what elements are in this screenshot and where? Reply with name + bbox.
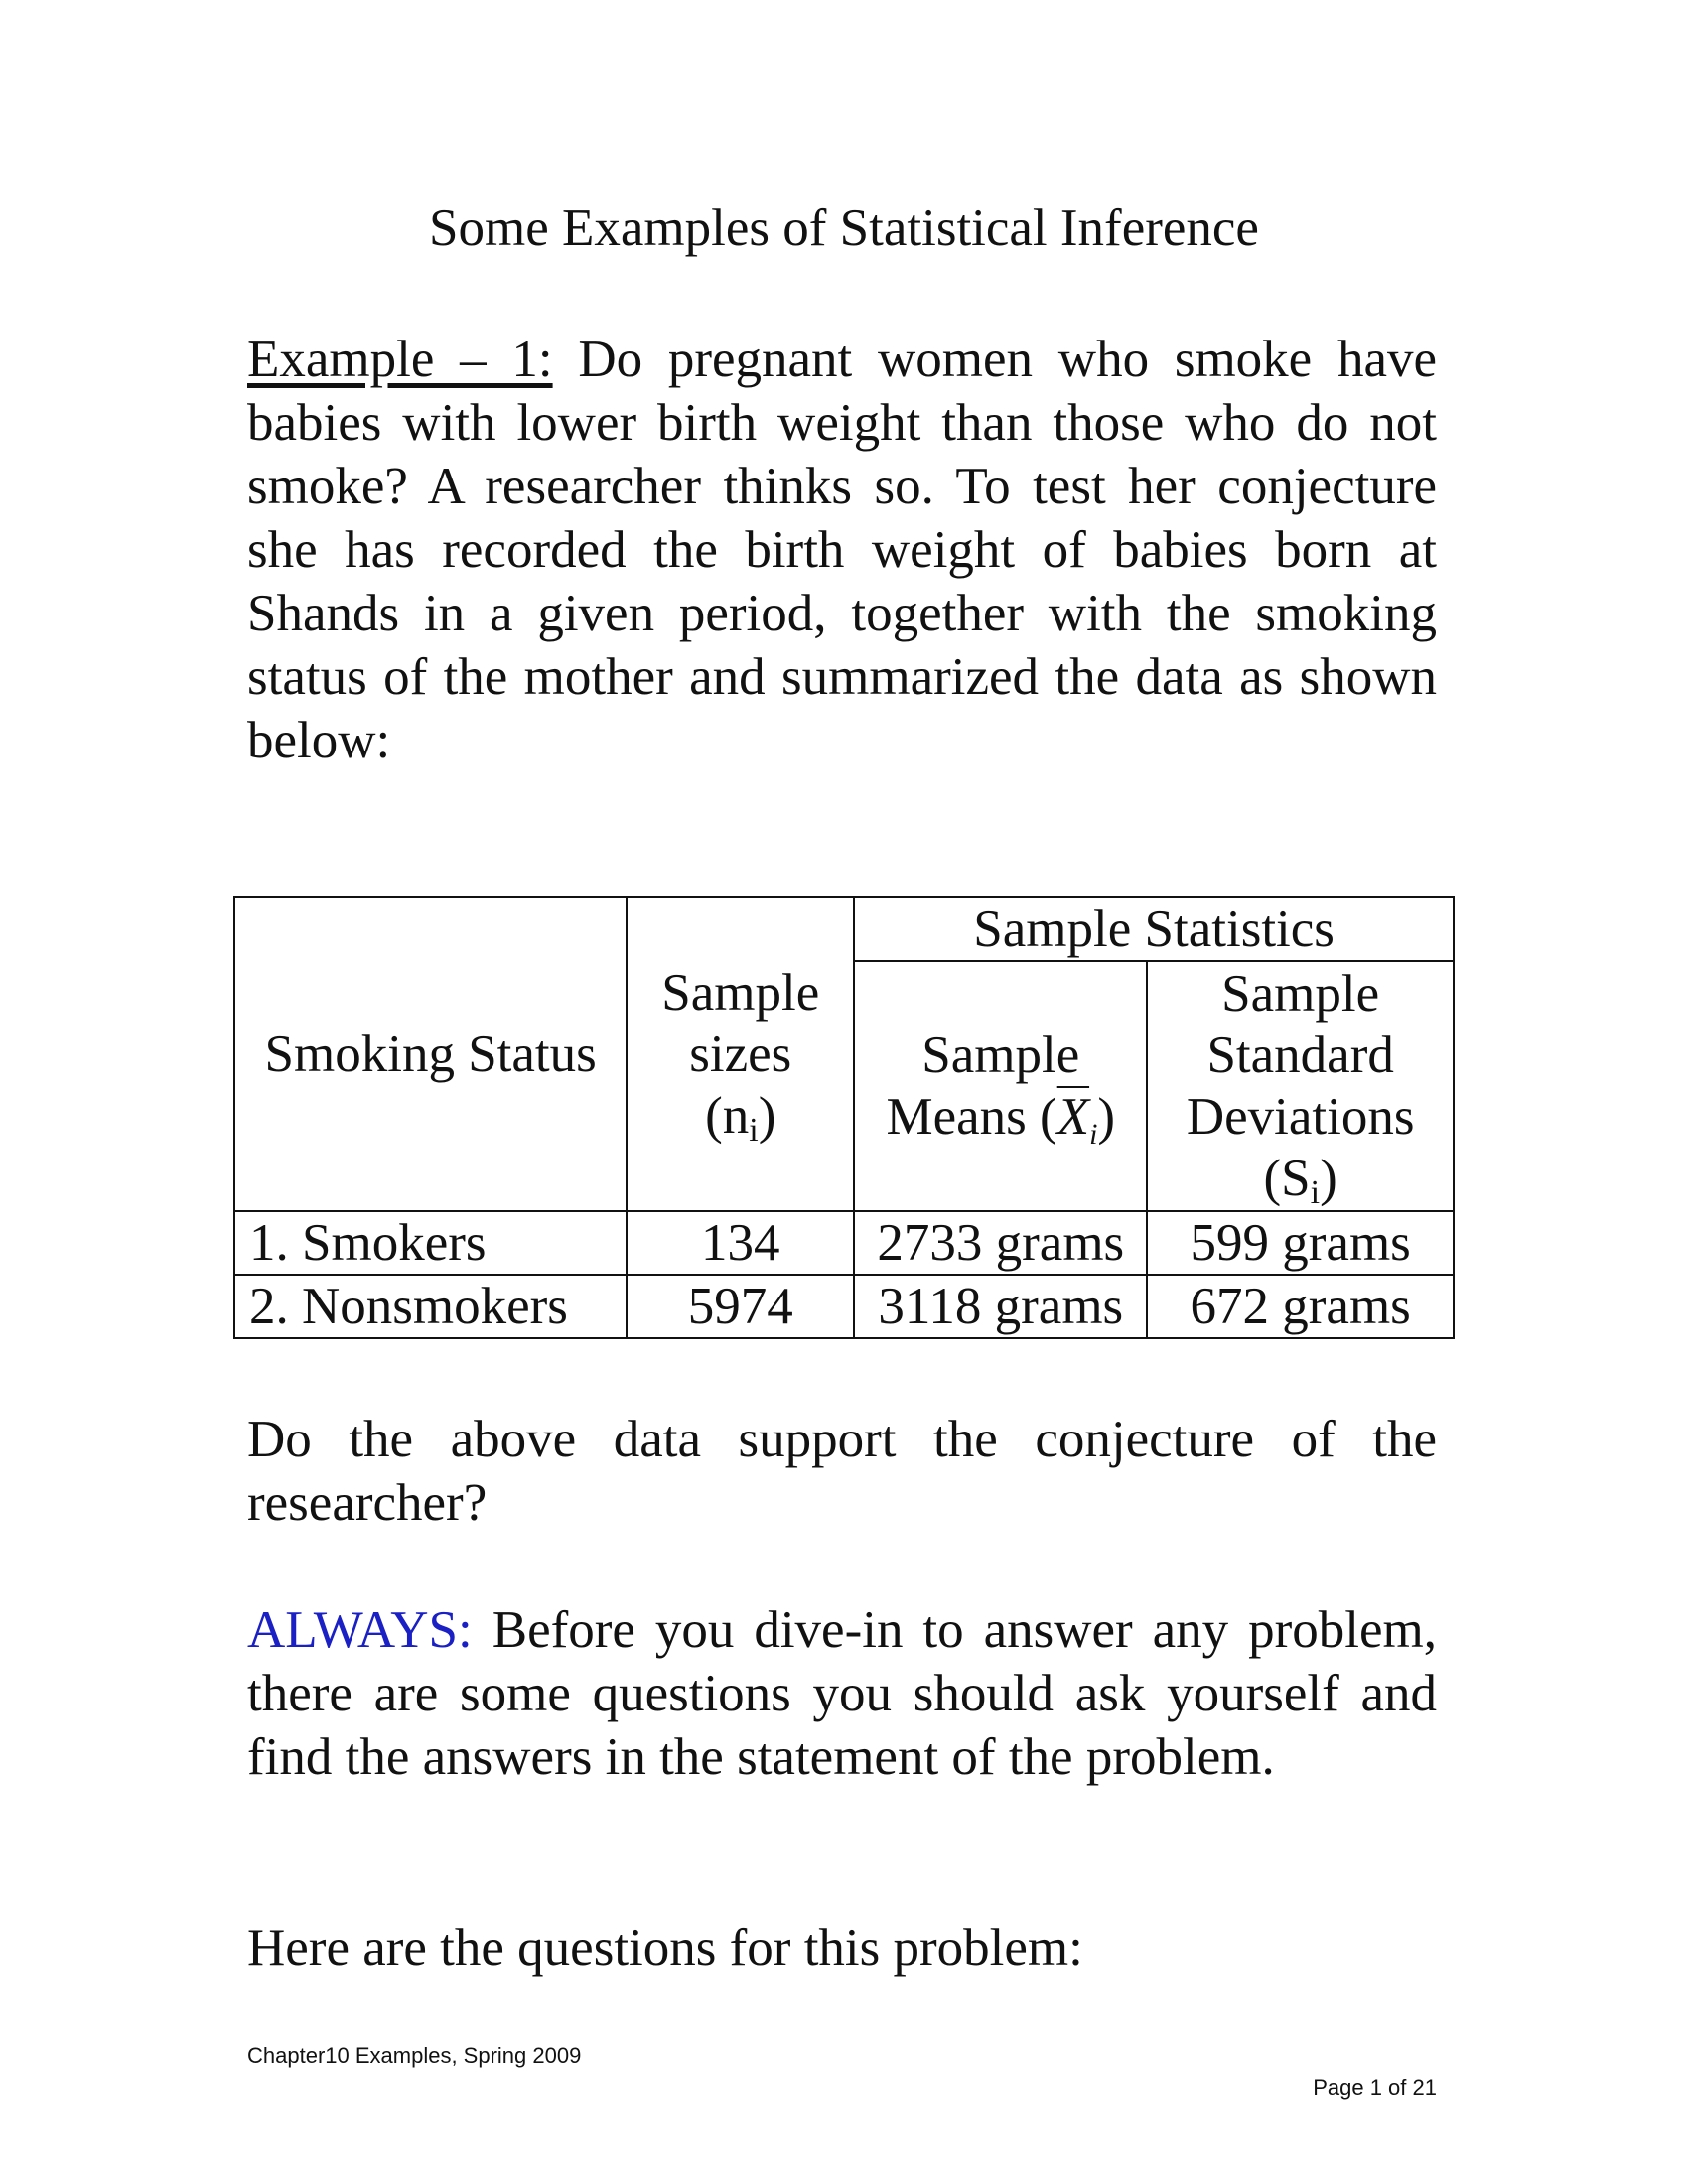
header-means-close: ) xyxy=(1097,1088,1116,1146)
row-size-cell: 5974 xyxy=(627,1275,854,1338)
header-sd-subscript: i xyxy=(1310,1174,1321,1211)
header-sizes-line1: Sample xyxy=(661,964,820,1022)
row-status-cell: 1. Smokers xyxy=(234,1211,627,1275)
sample-statistics-table xyxy=(233,896,1455,1339)
questions-intro: Here are the questions for this problem: xyxy=(247,1919,1083,1977)
row-sd-cell: 672 grams xyxy=(1147,1275,1454,1338)
row-sd-cell: 599 grams xyxy=(1147,1211,1454,1275)
footer-chapter: Chapter10 Examples, Spring 2009 xyxy=(247,2043,582,2068)
x-bar-subscript: i xyxy=(1089,1118,1098,1151)
header-sd-line3: Deviations xyxy=(1186,1088,1415,1146)
header-standard-deviations xyxy=(1147,961,1454,1211)
table-row xyxy=(234,1275,1454,1338)
header-sample-statistics: Sample Statistics xyxy=(854,897,1454,961)
x-bar-symbol: $\overline{X}$ xyxy=(1056,1088,1090,1146)
header-sizes-line2: sizes xyxy=(689,1025,792,1083)
row-size-cell: 134 xyxy=(627,1211,854,1275)
header-sd-open: (S xyxy=(1263,1150,1311,1207)
header-sizes-open: (n xyxy=(705,1087,750,1145)
example-label: Example – 1: xyxy=(247,331,553,388)
header-sd-line2: Standard xyxy=(1206,1026,1394,1084)
always-paragraph xyxy=(247,1598,1437,1789)
example-paragraph xyxy=(247,328,1437,772)
row-mean-cell: 2733 grams xyxy=(854,1211,1147,1275)
header-sample-means xyxy=(854,961,1147,1211)
footer-page-number: Page 1 of 21 xyxy=(1313,2075,1437,2100)
table-header-row xyxy=(234,897,1454,961)
question-paragraph: Do the above data support the conjecture of the researcher? xyxy=(247,1411,1437,1532)
header-sd-line1: Sample xyxy=(1221,965,1380,1023)
row-mean-cell: 3118 grams xyxy=(854,1275,1147,1338)
header-sizes-subscript: i xyxy=(749,1112,759,1149)
header-means-line1: Sample xyxy=(921,1026,1080,1084)
row-status-cell: 2. Nonsmokers xyxy=(234,1275,627,1338)
page-title: Some Examples of Statistical Inference xyxy=(429,200,1259,257)
header-sample-sizes xyxy=(627,897,854,1211)
example-text: Do pregnant women who smoke have babies with lower birth weight than those who do not smoke? A researcher thinks so. To test her conjecture she has recorded the birth weight of babies born at Shands in a given period, together with the smoking status of the mother and summarized the data as shown below: xyxy=(247,331,1437,769)
header-sd-close: ) xyxy=(1320,1150,1337,1207)
header-sizes-close: ) xyxy=(758,1087,776,1145)
always-text: Before you dive-in to answer any problem, there are some questions you should ask yourself and find the answers in the statement of the problem. xyxy=(247,1601,1437,1786)
always-label: ALWAYS: xyxy=(247,1601,473,1659)
table-row xyxy=(234,1211,1454,1275)
header-means-line2: Means ( xyxy=(886,1088,1057,1146)
header-smoking-status: Smoking Status xyxy=(234,897,627,1211)
